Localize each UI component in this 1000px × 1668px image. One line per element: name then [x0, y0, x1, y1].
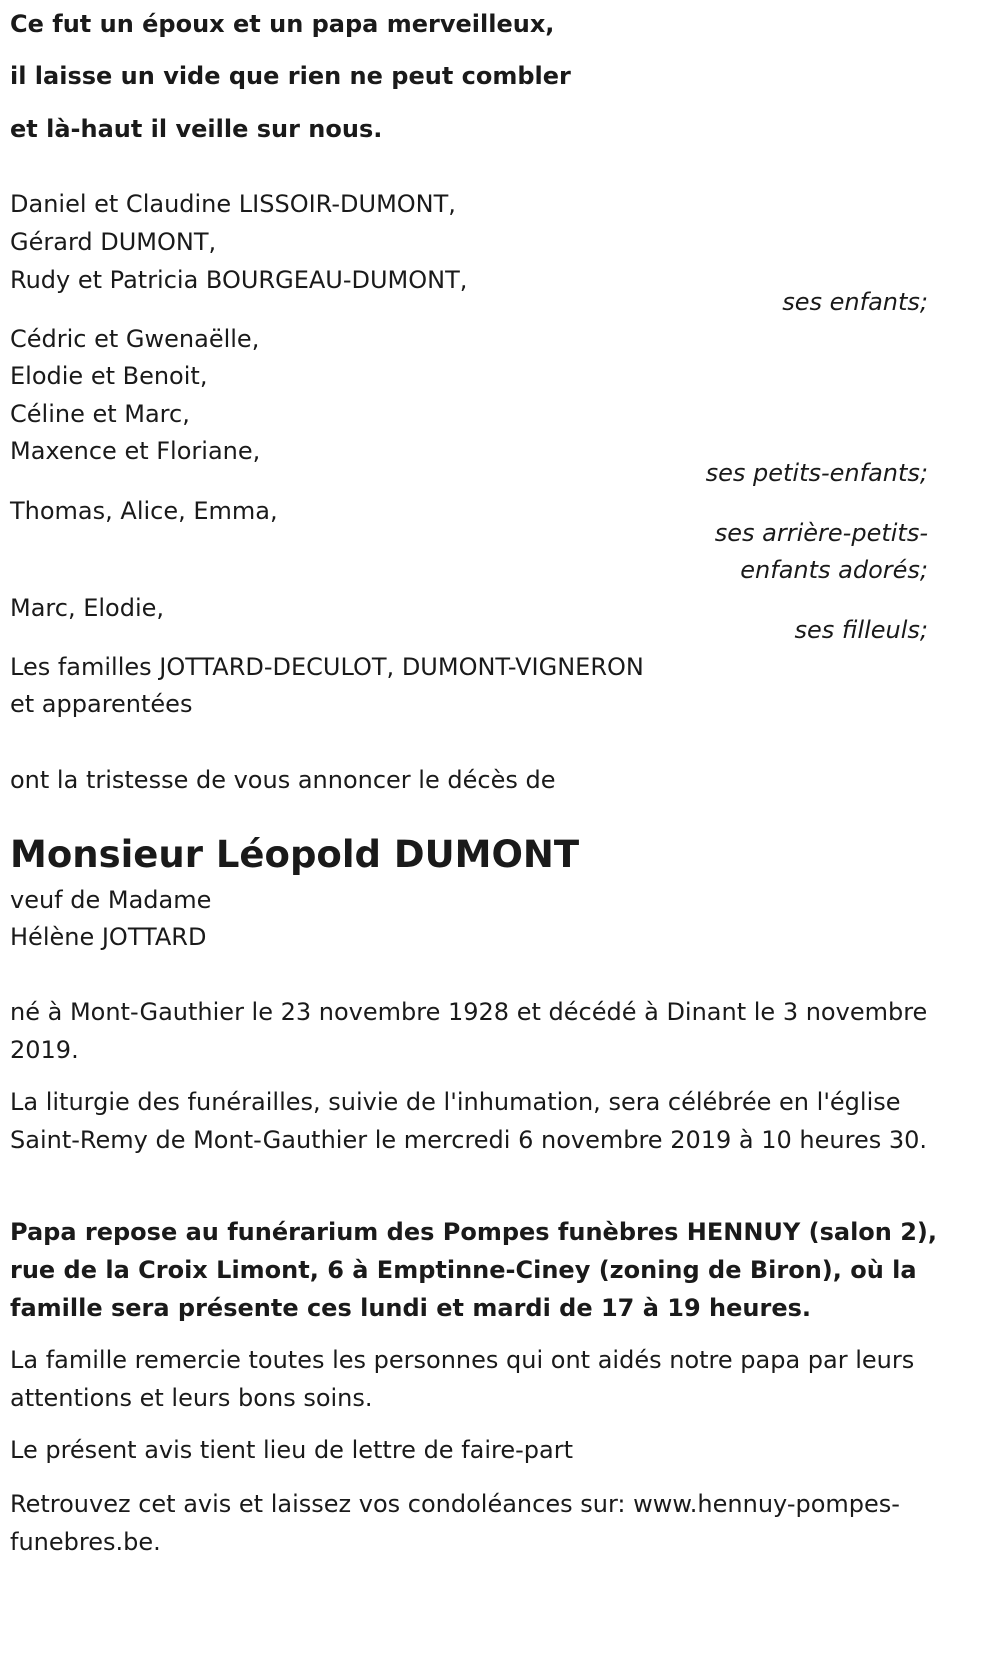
godchildren-role: ses filleuls;: [794, 616, 928, 644]
families-line-1: Les familles JOTTARD-DECULOT, DUMONT-VIGNERON: [10, 653, 644, 681]
spouse-line-2: Hélène JOTTARD: [10, 923, 207, 951]
children-role: ses enfants;: [782, 288, 928, 316]
liturgy-paragraph: La liturgie des funérailles, suivie de l'inhumation, sera célébrée en l'église Saint-Remy de Mont-Gauthier le mercredi 6 novembre 2019 à 10 heures 30.: [10, 1088, 928, 1154]
thanks-paragraph: La famille remercie toutes les personnes qui ont aidés notre papa par leurs attentions et leurs bons soins.: [10, 1346, 915, 1412]
condolences-paragraph: Retrouvez cet avis et laissez vos condoléances sur: www.hennuy-pompes-funebres.be.: [10, 1490, 900, 1556]
grandchildren-role: ses petits-enfants;: [705, 459, 928, 487]
grandchild-name: Maxence et Floriane,: [10, 437, 261, 465]
great-grandchildren-role-line-1: ses arrière-petits-: [714, 519, 928, 547]
notice-paragraph: Le présent avis tient lieu de lettre de faire-part: [10, 1436, 574, 1464]
poem-line-3: et là-haut il veille sur nous.: [10, 115, 383, 143]
poem-line-1: Ce fut un époux et un papa merveilleux,: [10, 10, 555, 38]
poem-line-2: il laisse un vide que rien ne peut combler: [10, 62, 571, 90]
great-grandchild-name: Thomas, Alice, Emma,: [10, 497, 278, 525]
announcement-text: ont la tristesse de vous annoncer le décès de: [10, 766, 556, 794]
child-name: Gérard DUMONT,: [10, 228, 217, 256]
great-grandchildren-role-line-2: enfants adorés;: [740, 556, 928, 584]
grandchild-name: Cédric et Gwenaëlle,: [10, 325, 260, 353]
deceased-name: Monsieur Léopold DUMONT: [10, 833, 580, 876]
grandchild-name: Elodie et Benoit,: [10, 362, 208, 390]
godchild-name: Marc, Elodie,: [10, 594, 165, 622]
child-name: Rudy et Patricia BOURGEAU-DUMONT,: [10, 266, 468, 294]
grandchild-name: Céline et Marc,: [10, 400, 190, 428]
child-name: Daniel et Claudine LISSOIR-DUMONT,: [10, 190, 456, 218]
funerarium-paragraph: Papa repose au funérarium des Pompes funèbres HENNUY (salon 2), rue de la Croix Limont, 6 à Emptinne-Ciney (zoning de Biron), où la famille sera présente ces lundi et mardi de 17 à 19 heures.: [10, 1218, 938, 1322]
birth-death-paragraph: né à Mont-Gauthier le 23 novembre 1928 et décédé à Dinant le 3 novembre 2019.: [10, 998, 928, 1064]
families-line-2: et apparentées: [10, 690, 193, 718]
spouse-line-1: veuf de Madame: [10, 886, 212, 914]
